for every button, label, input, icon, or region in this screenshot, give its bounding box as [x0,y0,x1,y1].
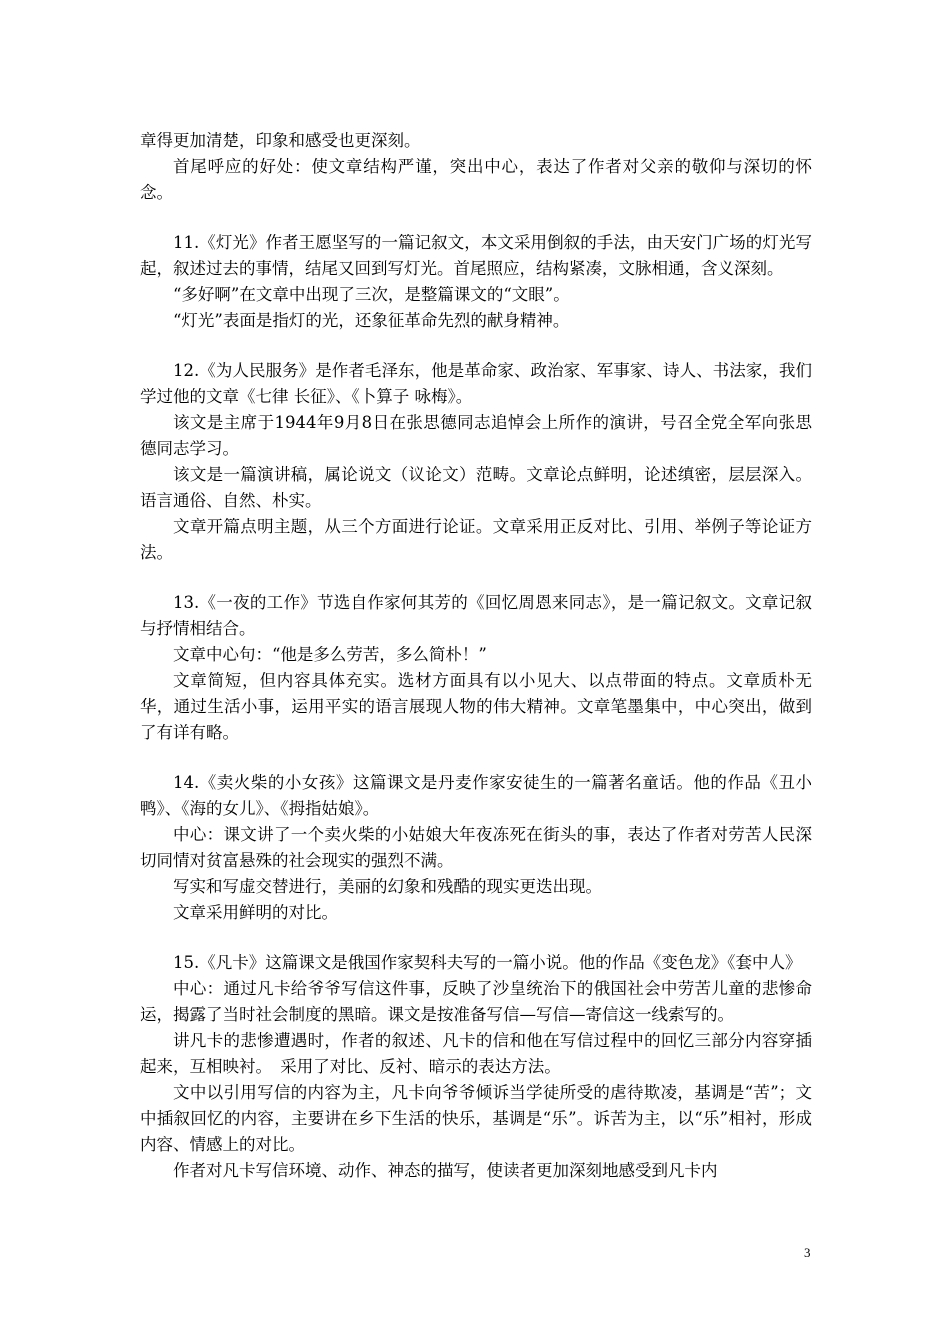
section-12-wei-renmin-fuwu [140,358,812,566]
paragraph: 该文是主席于1944年9月8日在张思德同志追悼会上所作的演讲，号召全党全军向张思德同志学习。 [140,413,812,458]
paragraph: 该文是一篇演讲稿，属论说文（议论文）范畴。文章论点鲜明，论述缜密，层层深入。语言通俗、自然、朴实。 [140,465,812,510]
paragraph: 15.《凡卡》这篇课文是俄国作家契科夫写的一篇小说。他的作品《变色龙》《套中人》 [173,953,802,972]
paragraph: 讲凡卡的悲惨遭遇时，作者的叙述、凡卡的信和他在写信过程中的回忆三部分内容穿插起来，互相映衬。 采用了对比、反衬、暗示的表达方法。 [140,1031,812,1076]
paragraph: 文章简短，但内容具体充实。选材方面具有以小见大、以点带面的特点。文章质朴无华，通过生活小事，运用平实的语言展现人物的伟大精神。文章笔墨集中，中心突出，做到了有详有略。 [140,671,812,742]
paragraph: 11.《灯光》作者王愿坚写的一篇记叙文，本文采用倒叙的手法，由天安门广场的灯光写起，叙述过去的事情，结尾又回到写灯光。首尾照应，结构紧凑，文脉相通，含义深刻。 [140,233,812,278]
paragraph: 中心：课文讲了一个卖火柴的小姑娘大年夜冻死在街头的事，表达了作者对劳苦人民深切同情对贫富悬殊的社会现实的强烈不满。 [140,825,812,870]
paragraph: “灯光”表面是指灯的光，还象征革命先烈的献身精神。 [173,311,570,330]
paragraph: 文章采用鲜明的对比。 [173,903,338,922]
paragraph: 首尾呼应的好处：使文章结构严谨，突出中心，表达了作者对父亲的敬仰与深切的怀念。 [140,157,812,202]
paragraph: 写实和写虚交替进行，美丽的幻象和残酷的现实更迭出现。 [173,877,602,896]
section-11-dengguang [140,230,812,334]
paragraph: 中心：通过凡卡给爷爷写信这件事，反映了沙皇统治下的俄国社会中劳苦儿童的悲惨命运，揭露了当时社会制度的黑暗。课文是按准备写信—写信—寄信这一线索写的。 [140,979,812,1024]
paragraph: “多好啊”在文章中出现了三次，是整篇课文的“文眼”。 [173,285,570,304]
section-continued [140,128,812,206]
page-number: 3 [804,1245,811,1260]
paragraph: 文章中心句：“他是多么劳苦，多么简朴！” [173,645,487,664]
paragraph: 文章开篇点明主题，从三个方面进行论证。文章采用正反对比、引用、举例子等论证方法。 [140,517,812,562]
section-15-fanka [140,950,812,1184]
section-13-yiye-de-gongzuo [140,590,812,746]
paragraph: 作者对凡卡写信环境、动作、神态的描写，使读者更加深刻地感受到凡卡内 [173,1161,718,1180]
page-content [140,128,812,1208]
paragraph: 13.《一夜的工作》节选自作家何其芳的《回忆周恩来同志》，是一篇记叙文。文章记叙与抒情相结合。 [140,593,812,638]
paragraph: 文中以引用写信的内容为主，凡卡向爷爷倾诉当学徒所受的虐待欺凌，基调是“苦”；文中插叙回忆的内容，主要讲在乡下生活的快乐，基调是“乐”。诉苦为主，以“乐”相衬，形成内容、情感上的对比。 [140,1083,812,1154]
paragraph: 12.《为人民服务》是作者毛泽东，他是革命家、政治家、军事家、诗人、书法家，我们学过他的文章《七律 长征》、《卜算子 咏梅》。 [140,361,812,406]
paragraph: 章得更加清楚，印象和感受也更深刻。 [140,131,421,150]
paragraph: 14.《卖火柴的小女孩》这篇课文是丹麦作家安徒生的一篇著名童话。他的作品《丑小鸭》、《海的女儿》、《拇指姑娘》。 [140,773,812,818]
section-14-maihuochai [140,770,812,926]
